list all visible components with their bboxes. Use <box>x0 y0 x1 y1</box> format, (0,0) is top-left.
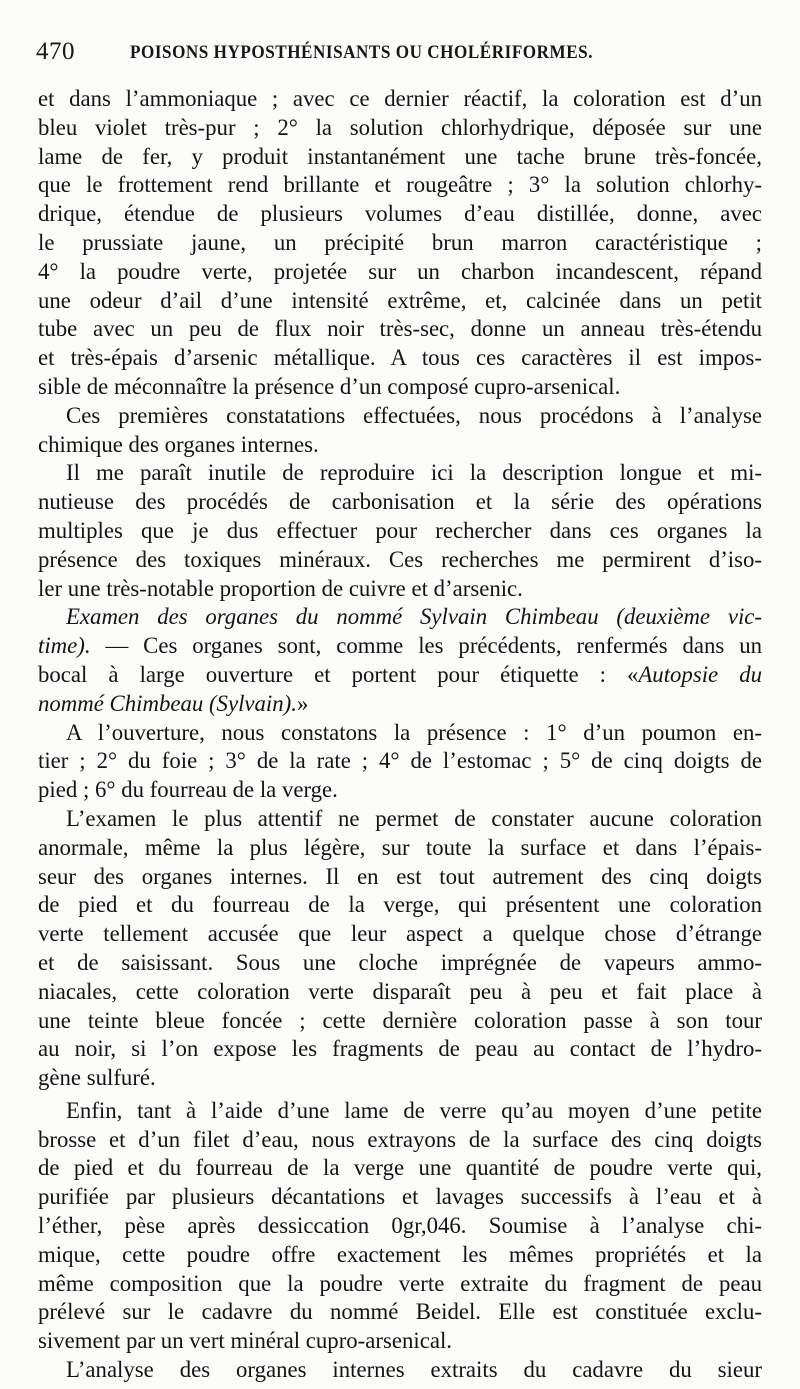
text-line: pied ; 6° du fourreau de la verge. <box>38 777 338 803</box>
text-line <box>38 632 762 661</box>
paragraph <box>38 402 762 460</box>
text-line: sivement par un vert minéral cupro-arsenical. <box>38 1328 452 1354</box>
text-line: lame de fer, y produit instantanément une tache brune très-foncée, <box>38 143 762 169</box>
text-line: l’éther, pèse après dessiccation 0gr,046. Soumise à l’analyse chi- <box>38 1213 762 1239</box>
text-line: Ces premières constatations effectuées, nous procédons à l’analyse <box>66 402 762 428</box>
italic-label-end: nommé Chimbeau (Sylvain). <box>38 690 297 716</box>
text-line <box>38 603 762 632</box>
text-line: drique, étendue de plusieurs volumes d’eau distillée, donne, avec <box>38 201 762 227</box>
text-line: sible de méconnaître la présence d’un composé cupro-arsenical. <box>38 373 621 399</box>
body-text <box>38 85 762 1385</box>
text-line: A l’ouverture, nous constatons la présence : 1° d’un poumon en- <box>66 719 762 745</box>
text-fragment: bocal à large ouverture et portent pour étiquette : « <box>38 661 639 687</box>
text-line: seur des organes internes. Il en est tout autrement des cinq doigts <box>38 863 762 889</box>
text-line: nutieuse des procédés de carbonisation et la série des opérations <box>38 489 762 515</box>
page-number: 470 <box>36 38 75 65</box>
text-line: gène sulfuré. <box>38 1065 156 1091</box>
closing-quote: » <box>296 690 309 716</box>
paragraph <box>38 719 762 805</box>
paragraph <box>38 85 762 402</box>
text-line: multiples que je dus effectuer pour rechercher dans ces organes la <box>38 517 762 543</box>
text-line: tube avec un peu de flux noir très-sec, donne un anneau très-étendu <box>38 316 762 342</box>
paragraph <box>38 1356 762 1385</box>
italic-heading-end: time). <box>38 633 91 659</box>
text-line: prélevé sur le cadavre du nommé Beidel. Elle est constituée exclu- <box>38 1299 762 1325</box>
text-line: brosse et d’un filet d’eau, nous extrayons de la surface des cinq doigts <box>38 1126 762 1152</box>
text-line: au noir, si l’on expose les fragments de peau au contact de l’hydro- <box>38 1036 762 1062</box>
text-line <box>38 661 762 690</box>
italic-heading: Examen des organes du nommé Sylvain Chimbeau (deuxième vic- <box>66 604 762 630</box>
text-line: et très-épais d’arsenic métallique. A tous ces caractères il est impos- <box>38 345 762 371</box>
text-line: mique, cette poudre offre exactement les mêmes propriétés et la <box>38 1241 762 1267</box>
text-line: et de saisissant. Sous une cloche imprégnée de vapeurs ammo- <box>38 949 762 975</box>
paragraph <box>38 1097 762 1356</box>
text-line: ler une très-notable proportion de cuivre et d’arsenic. <box>38 575 523 601</box>
running-head: POISONS HYPOSTHÉNISANTS OU CHOLÉRIFORMES. <box>130 42 594 63</box>
text-line: présence des toxiques minéraux. Ces recherches me permirent d’iso- <box>38 546 762 572</box>
text-line: de pied et du fourreau de la verge, qui présentent une coloration <box>38 892 762 918</box>
page-header <box>36 38 756 78</box>
text-line: Il me paraît inutile de reproduire ici la description longue et mi- <box>66 460 762 486</box>
text-fragment: — Ces organes sont, comme les précédents, renfermés dans un <box>90 633 762 659</box>
text-line <box>38 690 762 719</box>
text-line: et dans l’ammoniaque ; avec ce dernier réactif, la coloration est d’un <box>38 86 762 111</box>
text-line: purifiée par plusieurs décantations et lavages successifs à l’eau et à <box>38 1184 762 1210</box>
text-line: 4° la poudre verte, projetée sur un charbon incandescent, répand <box>38 258 762 284</box>
text-line: Enfin, tant à l’aide d’une lame de verre qu’au moyen d’une petite <box>66 1097 762 1123</box>
text-line: verte tellement accusée que leur aspect a quelque chose d’étrange <box>38 921 762 947</box>
text-line: une teinte bleue foncée ; cette dernière coloration passe à son tour <box>38 1007 762 1033</box>
text-line: le prussiate jaune, un précipité brun marron caractéristique ; <box>38 229 762 255</box>
text-line: anormale, même la plus légère, sur toute la surface et dans l’épais- <box>38 834 762 860</box>
text-line: L’examen le plus attentif ne permet de constater aucune coloration <box>66 805 762 831</box>
italic-label: Autopsie du <box>638 661 762 687</box>
text-line: bleu violet très-pur ; 2° la solution chlorhydrique, déposée sur une <box>38 114 762 140</box>
text-line: tier ; 2° du foie ; 3° de la rate ; 4° de l’estomac ; 5° de cinq doigts de <box>38 748 762 774</box>
text-line: niacales, cette coloration verte disparaît peu à peu et fait place à <box>38 978 762 1004</box>
section-heading-paragraph <box>38 603 762 718</box>
text-line: de pied et du fourreau de la verge une quantité de poudre verte qui, <box>38 1155 762 1181</box>
text-line: même composition que la poudre verte extraite du fragment de peau <box>38 1270 762 1296</box>
text-line: une odeur d’ail d’une intensité extrême, et, calcinée dans un petit <box>38 287 762 313</box>
paragraph <box>38 805 762 1093</box>
text-line: L’analyse des organes internes extraits du cadavre du sieur <box>66 1357 762 1383</box>
paragraph <box>38 459 762 603</box>
text-line: chimique des organes internes. <box>38 431 319 457</box>
text-line: que le frottement rend brillante et rougeâtre ; 3° la solution chlorhy- <box>38 172 762 198</box>
